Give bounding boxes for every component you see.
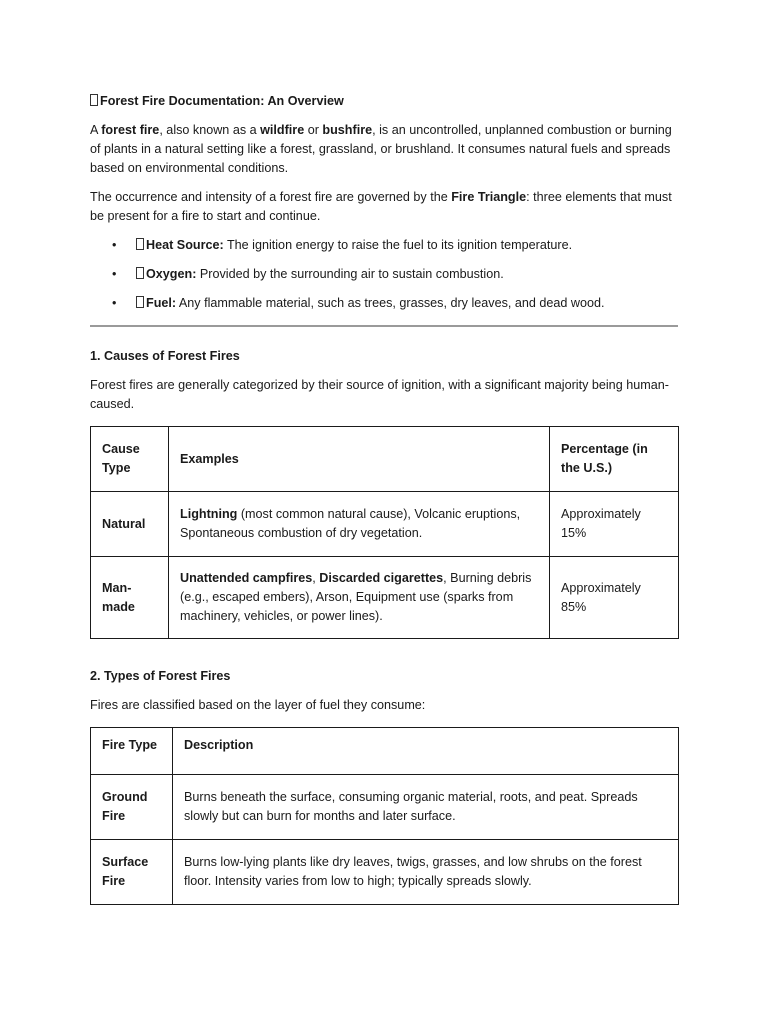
list-item-text: Provided by the surrounding air to sustain combustion. [196, 267, 504, 281]
column-header: Fire Type [91, 728, 173, 775]
list-item-oxygen [90, 265, 678, 284]
section-intro-causes: Forest fires are generally categorized by their source of ignition, with a significant majority being human-caused. [90, 378, 669, 411]
list-item-heat-source [90, 236, 678, 255]
text-run: , is an uncontrolled, unplanned combustion or burning of plants in a natural setting like a forest, grassland, or brushland. It consumes natural fuels and spreads based on environmental conditions. [90, 123, 672, 175]
list-item-label: Fuel: [146, 296, 177, 310]
list-item-fuel [90, 294, 678, 313]
column-header: Description [173, 728, 679, 775]
section-heading-causes: 1. Causes of Forest Fires [90, 349, 240, 363]
text-run: (most common natural cause), Volcanic eruptions, Spontaneous combustion of dry vegetation. [180, 507, 521, 540]
table-row [91, 557, 679, 639]
list-item-label: Heat Source: [146, 238, 224, 252]
description-cell: Burns beneath the surface, consuming organic material, roots, and peat. Spreads slowly but can burn for months and later surface. [173, 775, 679, 840]
text-run: , also known as a [159, 123, 261, 137]
example-term: Discarded cigarettes [319, 571, 444, 585]
intro-paragraph-definition [90, 121, 678, 178]
term-wildfire: wildfire [260, 123, 305, 137]
fire-type-cell: Ground Fire [91, 775, 173, 840]
section-divider [90, 325, 678, 327]
table-row [91, 492, 679, 557]
term-forest-fire: forest fire [101, 123, 160, 137]
percentage-cell: Approximately 85% [550, 557, 679, 639]
text-run: or [304, 123, 323, 137]
cause-type-cell: Natural [91, 492, 169, 557]
fire-types-table [90, 727, 679, 905]
examples-cell [169, 557, 550, 639]
cause-type-cell: Man-made [91, 557, 169, 639]
list-item-label: Oxygen: [146, 267, 197, 281]
table-row [91, 775, 679, 840]
section-intro-types: Fires are classified based on the layer of fuel they consume: [90, 698, 426, 712]
example-term: Unattended campfires [180, 571, 313, 585]
intro-paragraph-fire-triangle [90, 188, 678, 226]
column-header: Examples [169, 427, 550, 492]
term-fire-triangle: Fire Triangle [451, 190, 527, 204]
missing-glyph-icon [136, 238, 144, 250]
text-run: : three elements that must be present for a fire to start and continue. [90, 190, 672, 223]
fire-triangle-list [90, 236, 678, 313]
missing-glyph-icon [136, 267, 144, 279]
causes-table [90, 426, 679, 639]
missing-glyph-icon [90, 94, 98, 106]
description-cell: Burns low-lying plants like dry leaves, twigs, grasses, and low shrubs on the forest floor. Intensity varies from low to high; typically spreads slowly. [173, 840, 679, 905]
section-heading-types: 2. Types of Forest Fires [90, 669, 231, 683]
column-header: Percentage (in the U.S.) [550, 427, 679, 492]
text-run: , [312, 571, 320, 585]
page-title-text: Forest Fire Documentation: An Overview [100, 94, 344, 108]
percentage-cell: Approximately 15% [550, 492, 679, 557]
list-item-text: Any flammable material, such as trees, grasses, dry leaves, and dead wood. [176, 296, 605, 310]
text-run: , Burning debris (e.g., escaped embers), Arson, Equipment use (sparks from machinery, vehicles, or power lines). [180, 571, 532, 623]
text-run: A [90, 123, 102, 137]
example-term: Lightning [180, 507, 238, 521]
column-header: Cause Type [91, 427, 169, 492]
document-body [90, 92, 678, 905]
table-header-row [91, 728, 679, 775]
examples-cell [169, 492, 550, 557]
text-run: The occurrence and intensity of a forest fire are governed by the [90, 190, 452, 204]
list-item-text: The ignition energy to raise the fuel to its ignition temperature. [223, 238, 573, 252]
table-header-row [91, 427, 679, 492]
page-title [90, 92, 678, 111]
fire-type-cell: Surface Fire [91, 840, 173, 905]
table-row [91, 840, 679, 905]
missing-glyph-icon [136, 296, 144, 308]
term-bushfire: bushfire [322, 123, 373, 137]
